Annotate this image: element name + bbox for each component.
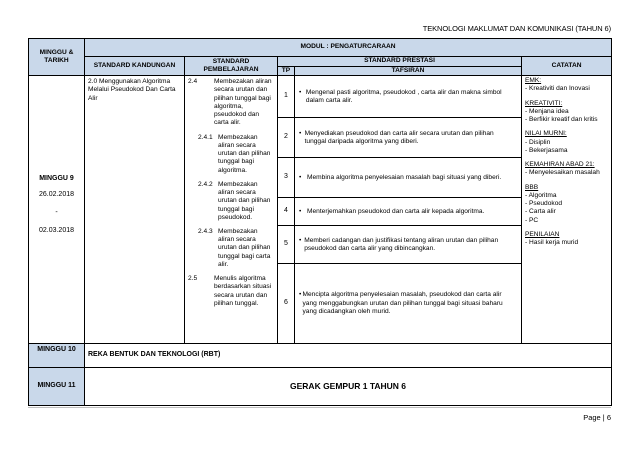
bullet: • (299, 173, 302, 181)
sp-text: Menulis algoritma berdasarkan situasi secara urutan dan pilihan tunggal. (214, 275, 272, 307)
tafsiran-cell (295, 198, 522, 226)
tp-number: 5 (278, 226, 295, 264)
tafsiran-text: Menterjemahkan pseudokod dan carta alir kepada algoritma. (307, 207, 485, 215)
catatan-heading: PENILAIAN (525, 230, 560, 238)
catatan-heading: BBB (525, 183, 539, 191)
catatan-heading: EMK: (525, 77, 542, 85)
tafsiran-text: Mengenal pasti algoritma, pseudokod , carta alir dan makna simbol dalam carta alir. (305, 88, 502, 104)
tp-number: 2 (278, 118, 295, 158)
catatan-item: - Menjana idea (525, 107, 569, 115)
week-11-activity: GERAK GEMPUR 1 TAHUN 6 (85, 368, 612, 406)
standard-pembelajaran-cell (185, 76, 278, 344)
col-header-tafsiran: TAFSIRAN (295, 67, 522, 76)
week-11-label: MINGGU 11 (29, 368, 85, 406)
catatan-item: - PC (525, 216, 539, 224)
sp-text: Membezakan aliran secara urutan dan pilihan tunggal bagi algoritma, pseudokod dan carta alir. (214, 78, 272, 127)
catatan-item: - Hasil kerja murid (525, 238, 579, 246)
bullet: • (299, 236, 302, 244)
col-header-week: MINGGU & TARIKH (29, 39, 85, 76)
sp-number: 2.4 (188, 78, 198, 86)
col-header-standard-kandungan: STANDARD KANDUNGAN (85, 57, 185, 76)
catatan-item: - Kreativiti dan Inovasi (525, 85, 590, 93)
sp-text: Membezakan aliran secara urutan dan pilihan tunggal bagi pseudokod. (218, 180, 271, 221)
tafsiran-text: Menyediakan pseudokod dan carta alir secara urutan dan pilihan tunggal daripada algoritma yang diberi. (304, 129, 494, 145)
tp-number: 1 (278, 76, 295, 118)
tafsiran-text: Memberi cadangan dan justifikasi tentang aliran urutan dan pilihan pseudokod dan carta alir yang dibincangkan. (304, 236, 499, 252)
sp-item (188, 275, 274, 308)
tp-number: 6 (278, 264, 295, 344)
catatan-heading: KEMAHIRAN ABAD 21: (525, 161, 595, 169)
tafsiran-cell (295, 118, 522, 158)
sp-text: Membezakan aliran secara urutan dan pilihan tunggal bagi carta alir. (218, 227, 271, 268)
bullet: • (299, 291, 302, 299)
catatan-cell (522, 76, 612, 344)
sp-number: 2.5 (188, 275, 198, 283)
tp-number: 3 (278, 158, 295, 198)
catatan-item: - Disiplin (525, 138, 551, 146)
bullet: • (299, 129, 302, 137)
catatan-item: - Menyelesaikan masalah (525, 169, 600, 177)
tafsiran-cell (295, 226, 522, 264)
col-header-tp: TP (278, 67, 295, 76)
catatan-heading: KREATIVITI: (525, 99, 563, 107)
sp-number: 2.4.2 (198, 180, 213, 188)
col-header-standard-pembelajaran: STANDARD PEMBELAJARAN (185, 57, 278, 76)
week-date-start: 26.02.2018 (38, 191, 75, 199)
tafsiran-cell (295, 76, 522, 118)
week-label: MINGGU 9 (39, 174, 74, 182)
document-header-title: TEKNOLOGI MAKLUMAT DAN KOMUNIKASI (TAHUN 6) (422, 24, 611, 33)
sp-text: Membezakan aliran secara urutan dan pilihan tunggal bagi algoritma. (218, 133, 271, 174)
catatan-heading: NILAI MURNI: (525, 130, 567, 138)
lesson-plan-table (28, 38, 612, 406)
sp-item (188, 228, 274, 269)
catatan-item: - Algoritma (525, 191, 557, 199)
week-10-activity: REKA BENTUK DAN TEKNOLOGI (RBT) (85, 344, 612, 368)
col-header-catatan: CATATAN (522, 57, 612, 76)
bullet: • (299, 207, 302, 215)
tafsiran-cell (295, 264, 522, 344)
tafsiran-text: Membina algoritma penyelesaian masalah bagi situasi yang diberi. (307, 173, 502, 181)
tafsiran-text: Mencipta algoritma penyelesaian masalah, pseudokod dan carta alir yang menggabungkan urutan dan pilihan tunggal bagi situasi baharu yang dicadangkan oleh murid. (302, 291, 503, 315)
footer-divider (28, 407, 611, 408)
page-number: Page | 6 (583, 413, 611, 422)
sp-item (188, 181, 274, 222)
catatan-item: - Carta alir (525, 208, 556, 216)
sp-number: 2.4.1 (198, 133, 213, 141)
catatan-item: - Pseudokod (525, 200, 563, 208)
week-date-separator: - (55, 209, 58, 217)
col-header-standard-prestasi: STANDARD PRESTASI (278, 57, 522, 67)
catatan-item: - Bekerjasama (525, 146, 568, 154)
catatan-item: - Berfikir kreatif dan kritis (525, 116, 598, 124)
week-10-label: MINGGU 10 (29, 344, 85, 368)
bullet: • (299, 88, 302, 96)
tp-number: 4 (278, 198, 295, 226)
sp-item (188, 78, 274, 127)
week-date-end: 02.03.2018 (38, 226, 75, 234)
tafsiran-cell (295, 158, 522, 198)
sp-number: 2.4.3 (198, 227, 213, 235)
module-title: MODUL : PENGATURCARAAN (85, 39, 612, 57)
week-cell (29, 76, 85, 344)
sp-item (188, 134, 274, 175)
standard-kandungan-cell: 2.0 Menggunakan Algoritma Melalui Pseudokod Dan Carta Alir (85, 76, 185, 344)
